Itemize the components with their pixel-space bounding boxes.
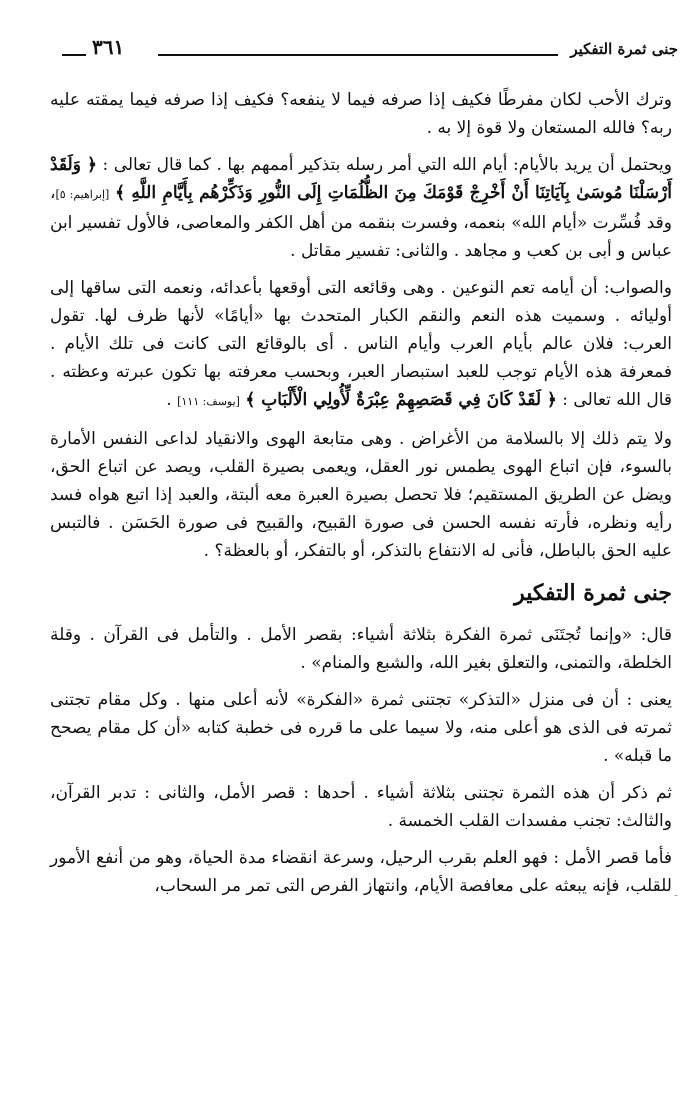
paragraph-7: ثم ذكر أن هذه الثمرة تجتنى بثلاثة أشياء . أحدها : قصر الأمل، والثانى : تدبر القرآن، والثالث: تجنب مفسدات القلب الخمسة .	[50, 783, 672, 831]
verse-citation-ibrahim: [إبراهيم: ٥]	[55, 188, 110, 201]
paragraph-2	[50, 151, 672, 265]
paragraph-6: يعنى : أن فى منزل «التذكر» تجتنى ثمرة «الفكرة» لأنه أعلى منها . وكل مقام تجتنى ثمرته فى الذى هو أعلى منه، ولا سيما على ما قرره فى خطبة كتابه «أن كل مقام يصحح ما قبله» .	[50, 690, 672, 766]
paragraph-1: وترك الأحب لكان مفرطًا فكيف إذا صرفه فيما لا ينفعه؟ فكيف إذا صرفه فيما يمقته عليه ربه؟ فالله المستعان ولا قوة إلا به .	[50, 90, 672, 138]
paragraph-2-rest: ، وقد فُسِّرت «أيام الله» بنعمه، وفسرت بنقمه من أهل الكفر والمعاصى، فالأول تفسير ابن عباس و أبى بن كعب و مجاهد . والثانى: تفسير مقاتل .	[50, 183, 672, 261]
paragraph-5: قال: «وإنما تُجتَنَى ثمرة الفكرة بثلاثة أشياء: بقصر الأمل . والتأمل فى القرآن . وقلة الخلطة، والتمنى، والتعلق بغير الله، والشبع والمنام» .	[50, 625, 672, 673]
verse-citation-yusuf: [يوسف: ١١١]	[177, 395, 240, 408]
margin-mark: -	[674, 888, 679, 902]
page-number: ٣٦١	[92, 35, 125, 59]
paragraph-3-text: والصواب: أن أيامه تعم النوعين . وهى وقائعه التى أوقعها بأعدائه، ونعمه التى ساقها إلى أوليائه . وسميت هذه النعم والنقم الكبار المتحدث بها «أيامًا» لأنها ظرف لها. تقول العرب: فلان عالم بأيام العرب وأيام الناس . أى بالوقائع التى كانت فى تلك الأيام . فمعرفة هذه الأيام توجب للعبد استبصار العبر، وبحسب معرفته بها تكون عبرته وعظته .	[50, 278, 672, 382]
section-heading: جنى ثمرة التفكير	[514, 580, 672, 606]
paragraph-3	[50, 274, 672, 416]
paragraph-8: فأما قصر الأمل : فهو العلم بقرب الرحيل، وسرعة انقضاء مدة الحياة، وهو من أنفع الأمور للقلب، فإنه يبعثه على معافصة الأيام، وانتهاز الفرص التى تمر مر السحاب،	[50, 848, 672, 896]
paragraph-3-end: .	[166, 390, 178, 410]
paragraph-2-intro: ويحتمل أن يريد بالأيام: أيام الله التي أمر رسله بتذكير أممهم بها . كما قال تعالى :	[102, 155, 672, 175]
page-header	[62, 34, 678, 74]
quran-verse-yusuf: ﴿ لَقَدْ كَانَ فِي قَصَصِهِمْ عِبْرَةٌ لِّأُولِي الْأَلْبَابِ ﴾	[245, 390, 557, 410]
paragraph-4: ولا يتم ذلك إلا بالسلامة من الأغراض . وهى متابعة الهوى والانقياد لداعى النفس الأمارة بالسوء، فإن اتباع الهوى يطمس نور العقل، ويعمى بصيرة القلب، ويصد عن اتباع الحق، ويضل عن الطريق المستقيم؛ فلا تحصل بصيرة العبرة معه ألبتة، والعبد إذا اتبع هواه فسد رأيه ونظره، فأرته نفسه الحسن فى صورة القبيح، والقبيح فى صورة الحَسَن . فالتبس عليه الحق بالباطل، فأنى له الانتفاع بالتذكر، أو بالتفكر، أو بالعظة؟ .	[50, 429, 672, 561]
quran-verse-ibrahim: ﴿ وَلَقَدْ أَرْسَلْنَا مُوسَىٰ بِآيَاتِنَا أَنْ أَخْرِجْ قَوْمَكَ مِنَ الظُّلُمَاتِ إِلَى النُّورِ وَذَكِّرْهُم بِأَيَّامِ اللَّهِ ﴾	[50, 155, 672, 203]
paragraph-3-verse-intro: قال الله تعالى :	[562, 390, 672, 410]
header-dash	[62, 54, 86, 56]
header-rule	[158, 54, 558, 56]
body-text	[50, 86, 672, 909]
running-title: جنى ثمرة التفكير	[570, 40, 678, 58]
